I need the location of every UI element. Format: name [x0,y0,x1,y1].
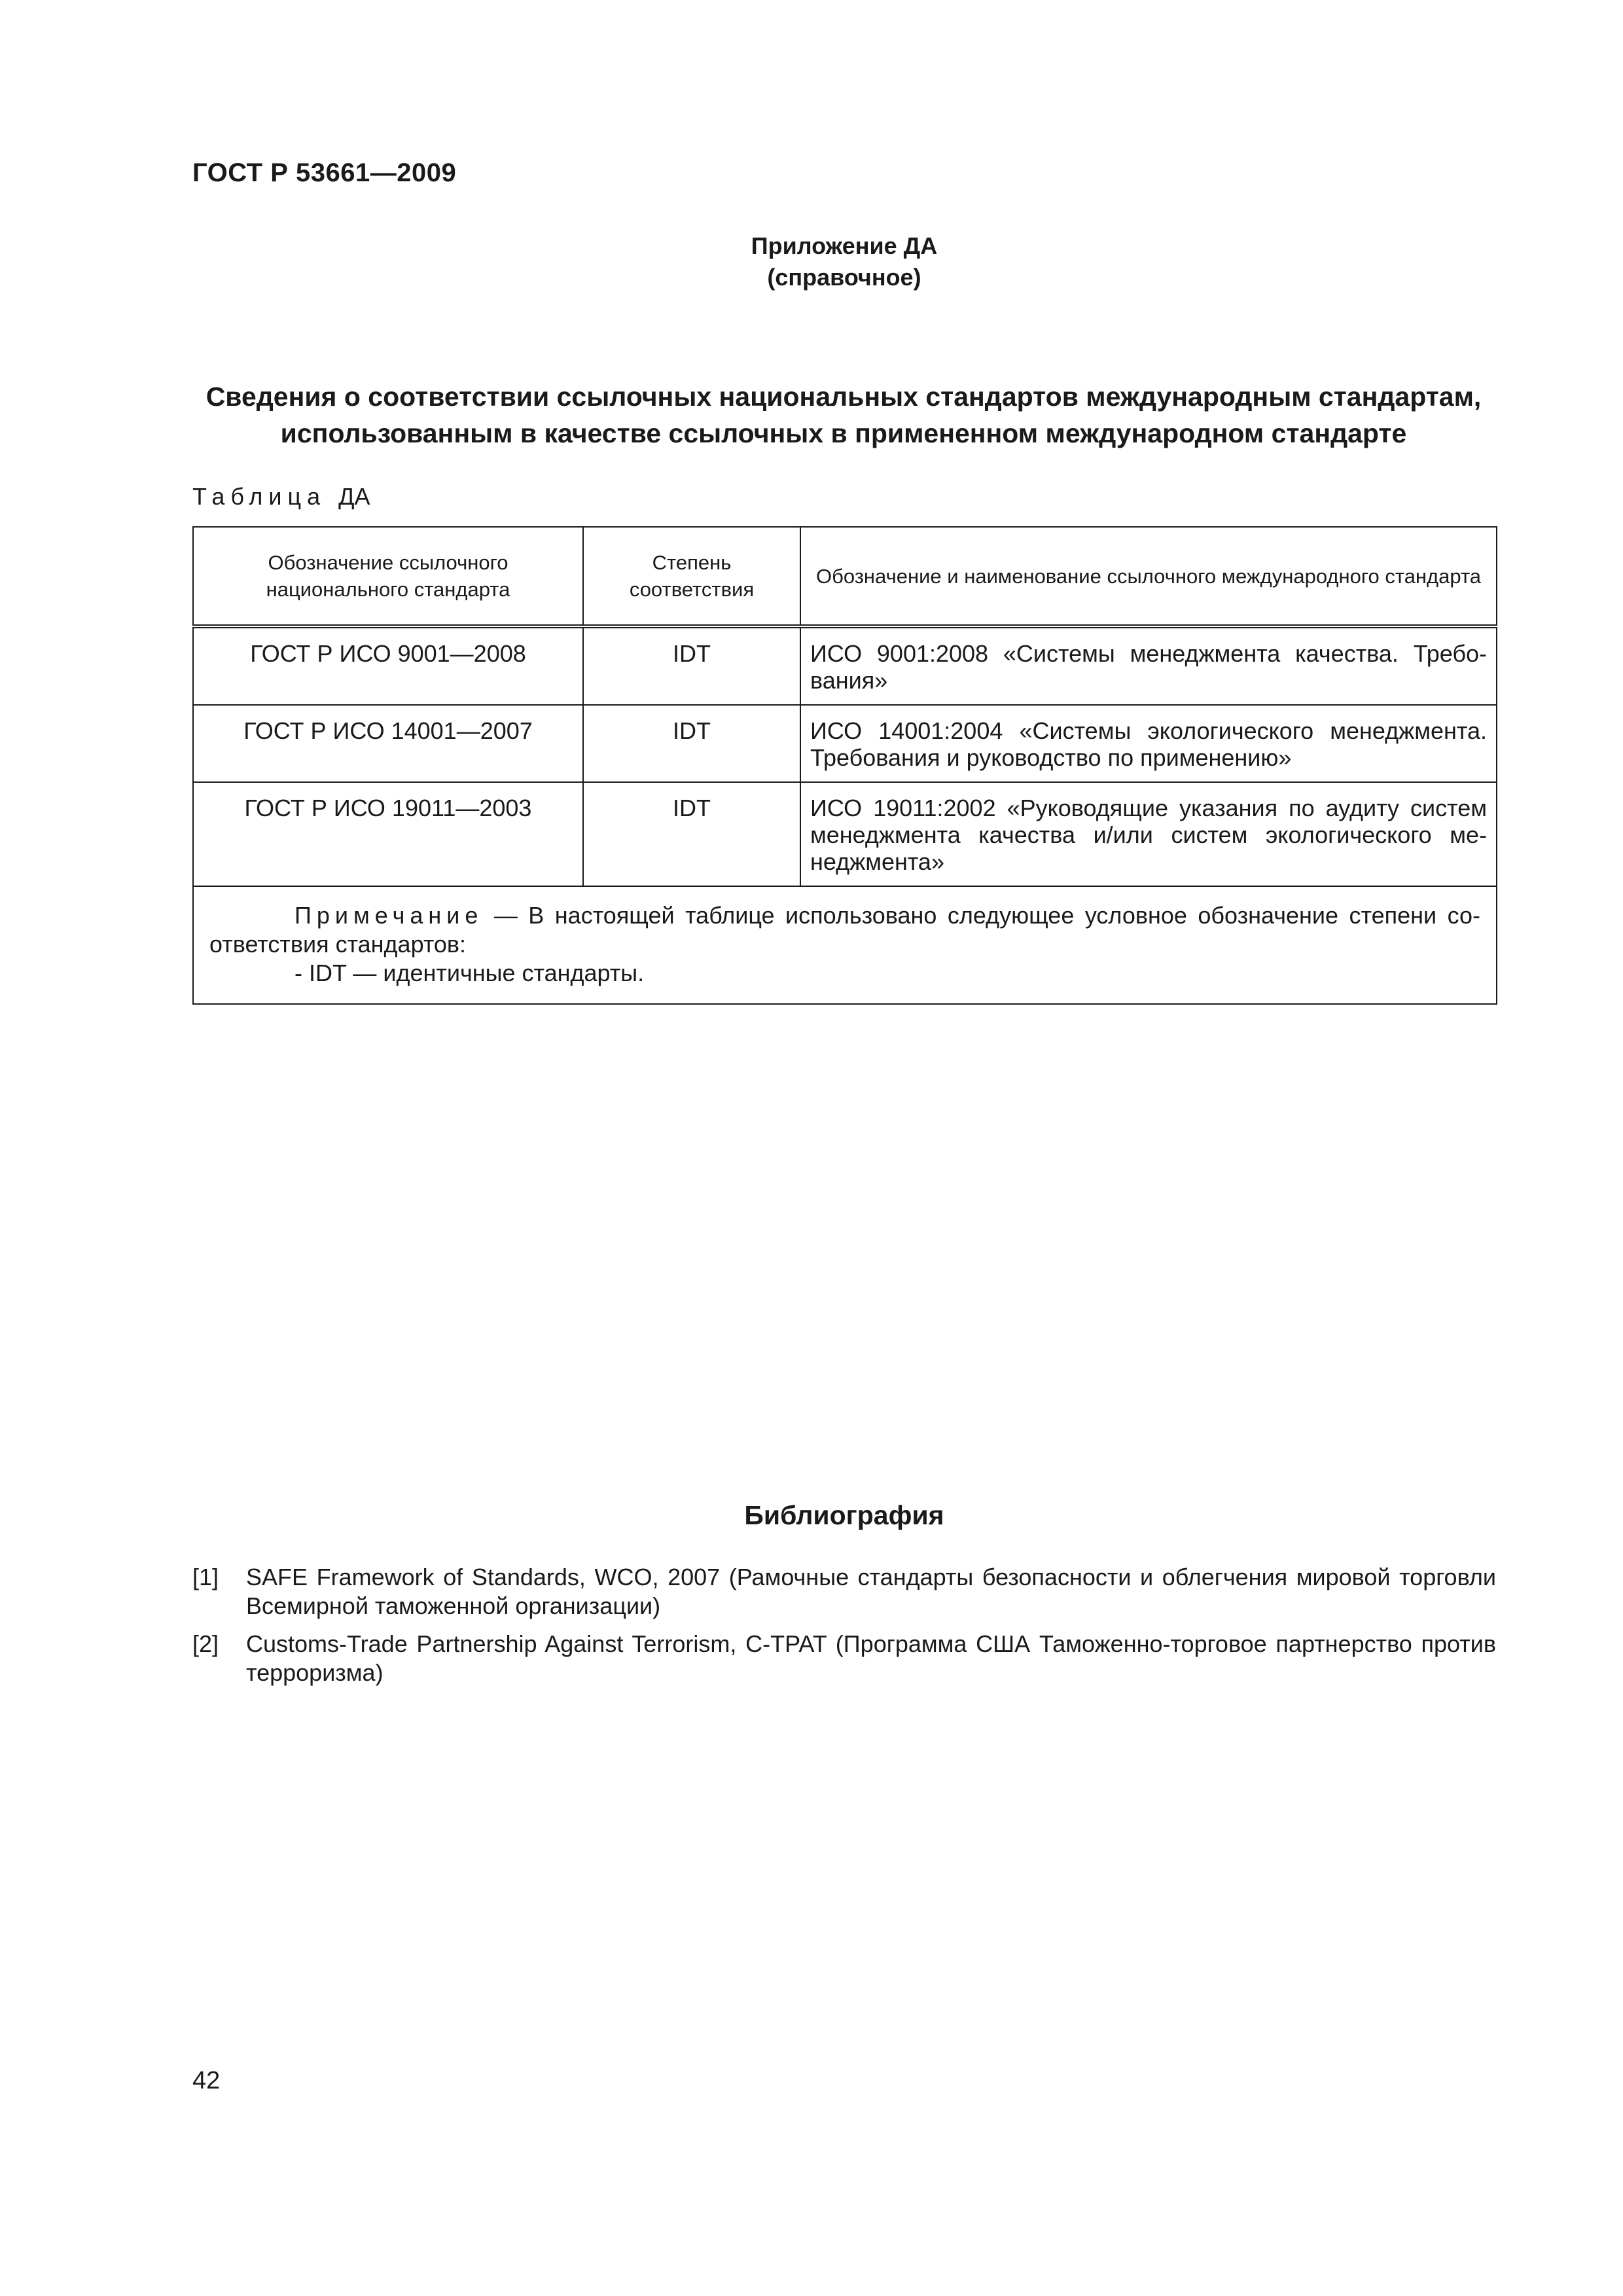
reference-standards-table [192,526,1497,1005]
cell-international-standard: ИСО 9001:2008 «Системы менеджмента качества. Требования» [800,626,1497,705]
note-list-item: - IDT — идентичные стандарты. [294,960,645,986]
bibliography-item [192,1630,1496,1687]
note-paragraph [209,901,1480,959]
cell-international-standard: ИСО 19011:2002 «Руководящие указания по аудиту систем менеджмента качества и/или систем экологического менеджмента» [800,782,1497,886]
table-caption-label: Таблица [192,483,327,510]
bibliography-item-text: Customs-Trade Partnership Against Terrorism, C-TPAT (Программа США Таможенно-торговое партнерство против терроризма) [246,1630,1496,1686]
column-header-international: Обозначение и наименование ссылочного международного стандарта [800,527,1497,626]
table-caption [192,483,370,511]
appendix-subtitle: (справочное) [767,264,921,291]
bibliography-list [192,1563,1496,1696]
bibliography-item-number: [1] [192,1564,219,1590]
appendix-title: Приложение ДА [751,232,938,259]
column-header-national: Обозначение ссылочного национального стандарта [193,527,583,626]
table-note-row [193,886,1497,1004]
table-row [193,626,1497,705]
bibliography-item-text: SAFE Framework of Standards, WCO, 2007 (Рамочные стандарты безопасности и облегчения мировой торговли Всемирной таможенной организации) [246,1564,1496,1619]
cell-international-standard: ИСО 14001:2004 «Системы экологического менеджмента. Требования и руководство по применению» [800,705,1497,782]
note-text: — В настоящей таблице использовано следующее условное обозначение степени соответствия стандартов: [209,902,1480,958]
page-number: 42 [192,2067,221,2094]
table-row [193,705,1497,782]
section-title [192,378,1495,452]
column-header-degree: Степень соответствия [583,527,800,626]
cell-degree: IDT [583,705,800,782]
bibliography-item-number: [2] [192,1630,219,1657]
table-caption-number: ДА [338,483,370,510]
bibliography-title: Библиография [744,1500,944,1530]
table-note [193,886,1497,1004]
section-title-line-1: Сведения о соответствии ссылочных национальных стандартов международным стандартам, [205,382,1482,412]
cell-national-standard: ГОСТ Р ИСО 14001—2007 [193,705,583,782]
document-id: ГОСТ Р 53661—2009 [192,158,457,187]
appendix-heading [0,230,1623,293]
bibliography-item [192,1563,1496,1621]
section-title-line-2: использованным в качестве ссылочных в примененном международном стандарте [280,418,1407,448]
note-label: Примечание [294,902,484,929]
table-row [193,782,1497,886]
cell-degree: IDT [583,782,800,886]
cell-national-standard: ГОСТ Р ИСО 19011—2003 [193,782,583,886]
table-header-row [193,527,1497,626]
cell-degree: IDT [583,626,800,705]
cell-national-standard: ГОСТ Р ИСО 9001—2008 [193,626,583,705]
